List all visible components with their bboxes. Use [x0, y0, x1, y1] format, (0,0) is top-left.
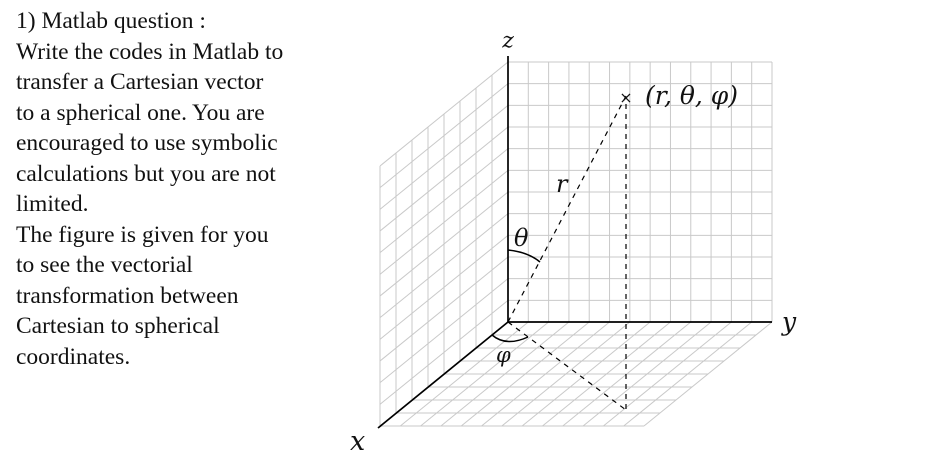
- question-line: transfer a Cartesian vector: [16, 69, 264, 95]
- question-line: coordinates.: [16, 343, 131, 370]
- radius-line: [508, 96, 626, 322]
- question-line: calculations but you are not: [16, 160, 276, 187]
- phi-arc: [492, 335, 528, 342]
- question-line: to see the vectorial: [16, 252, 193, 278]
- point-label: (r, θ, φ): [645, 81, 739, 110]
- question-line: The figure is given for you: [16, 221, 269, 248]
- floor-grid: [380, 322, 772, 426]
- spherical-coordinates-figure: [330, 0, 942, 466]
- y-axis-label: y: [782, 307, 797, 336]
- phi-label: φ: [496, 343, 511, 367]
- left-wall-grid: [380, 62, 508, 426]
- question-line: limited.: [16, 191, 89, 217]
- x-axis-label: x: [350, 426, 366, 457]
- question-line: Write the codes in Matlab to: [16, 38, 284, 65]
- question-line: encouraged to use symbolic: [16, 130, 278, 156]
- x-axis: [378, 322, 508, 428]
- question-line: 1) Matlab question :: [16, 8, 206, 34]
- question-line: Cartesian to spherical: [16, 313, 220, 339]
- z-axis-label: z: [502, 30, 514, 55]
- point-marker: ×: [619, 88, 633, 107]
- radius-label: r: [556, 170, 568, 198]
- question-line: to a spherical one. You are: [16, 99, 265, 126]
- theta-label: θ: [514, 224, 529, 252]
- question-text: [16, 6, 346, 372]
- question-line: transformation between: [16, 282, 239, 309]
